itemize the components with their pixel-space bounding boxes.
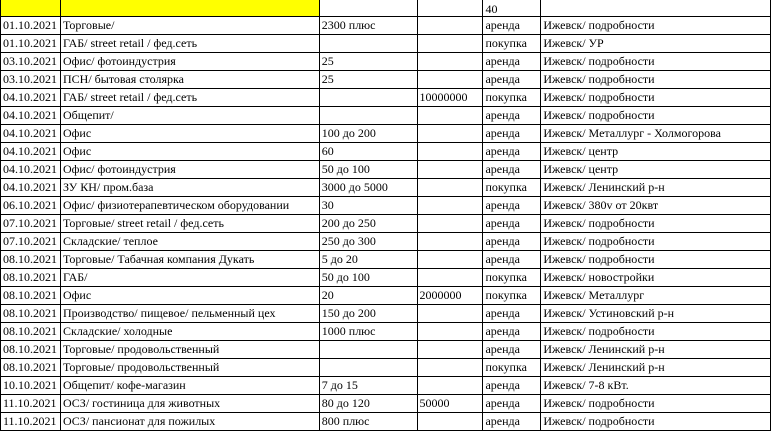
cell-date[interactable]: 04.10.2021 <box>1 161 61 179</box>
cell-date[interactable]: 08.10.2021 <box>1 323 61 341</box>
cell-area[interactable] <box>319 107 417 125</box>
cell-location[interactable]: Ижевск/ подробности <box>541 395 771 413</box>
cell-location[interactable]: Ижевск/ центр <box>541 143 771 161</box>
cell-location[interactable]: Ижевск/ Ленинский р-н <box>541 341 771 359</box>
cell-location[interactable]: Ижевск/ Ленинский р-н <box>541 359 771 377</box>
table-row <box>1 395 771 413</box>
cell-date[interactable]: 11.10.2021 <box>1 413 61 431</box>
cell-area[interactable]: 20 <box>319 287 417 305</box>
cell-type[interactable]: Офис/ фотоиндустрия <box>60 161 319 179</box>
cell-price[interactable] <box>417 305 483 323</box>
cell-type[interactable]: ГАБ/ <box>60 269 319 287</box>
cell-price[interactable] <box>417 215 483 233</box>
cell-location[interactable]: Ижевск/ подробности <box>541 251 771 269</box>
cell-location[interactable]: Ижевск/ подробности <box>541 413 771 431</box>
cell-location[interactable]: Ижевск/ УР <box>541 35 771 53</box>
cell-location[interactable]: Ижевск/ подробности <box>541 17 771 35</box>
table-row <box>1 269 771 287</box>
cell-deal[interactable]: аренда <box>483 395 541 413</box>
cell-deal[interactable]: покупка <box>483 287 541 305</box>
cell-area[interactable]: 3000 до 5000 <box>319 179 417 197</box>
cell-location[interactable]: Ижевск/ подробности <box>541 323 771 341</box>
cell-area[interactable]: 800 плюс <box>319 413 417 431</box>
cell-location[interactable]: Ижевск/ Металлург <box>541 287 771 305</box>
cell-type[interactable]: Складские/ холодные <box>60 323 319 341</box>
cell-price[interactable] <box>417 143 483 161</box>
table-row <box>1 89 771 107</box>
cell-type[interactable]: Складские/ теплое <box>60 233 319 251</box>
cell-type[interactable]: ЗУ КН/ пром.база <box>60 179 319 197</box>
cell-date[interactable]: 04.10.2021 <box>1 107 61 125</box>
cell-area[interactable]: 250 до 300 <box>319 233 417 251</box>
cell-type[interactable]: ГАБ/ street retail / фед.сеть <box>60 35 319 53</box>
cell-price[interactable] <box>417 323 483 341</box>
cell-type-highlight[interactable] <box>60 0 319 17</box>
cell-price[interactable]: 10000000 <box>417 89 483 107</box>
cell-type[interactable]: Офис <box>60 143 319 161</box>
cell-date[interactable]: 01.10.2021 <box>1 17 61 35</box>
cell-date[interactable]: 07.10.2021 <box>1 233 61 251</box>
cell-date[interactable]: 06.10.2021 <box>1 197 61 215</box>
cell-area[interactable]: 150 до 200 <box>319 305 417 323</box>
cell-area[interactable] <box>319 341 417 359</box>
cell-price[interactable]: 2000000 <box>417 287 483 305</box>
cell-deal[interactable]: покупка <box>483 269 541 287</box>
cell-location[interactable]: Ижевск/ подробности <box>541 233 771 251</box>
cell-date[interactable]: 04.10.2021 <box>1 89 61 107</box>
table-row <box>1 233 771 251</box>
cell-date[interactable]: 08.10.2021 <box>1 305 61 323</box>
cell-type[interactable]: Офис <box>60 125 319 143</box>
cell-deal[interactable]: аренда <box>483 251 541 269</box>
cell-date[interactable]: 08.10.2021 <box>1 287 61 305</box>
cell-location[interactable]: Ижевск/ центр <box>541 161 771 179</box>
cell-location[interactable]: Ижевск/ Металлург - Холмогорова <box>541 125 771 143</box>
cell-type[interactable]: Торговые/ <box>60 17 319 35</box>
cell-price[interactable] <box>417 413 483 431</box>
cell-deal[interactable]: аренда <box>483 161 541 179</box>
cell-area[interactable]: 50 до 100 <box>319 269 417 287</box>
cell-location[interactable]: Ижевск/ новостройки <box>541 269 771 287</box>
cell-area[interactable]: 25 <box>319 71 417 89</box>
cell-type[interactable]: Торговые/ Табачная компания Дукать <box>60 251 319 269</box>
cell-area[interactable]: 5 до 20 <box>319 251 417 269</box>
cell-deal[interactable]: аренда <box>483 107 541 125</box>
cell-deal[interactable]: аренда <box>483 71 541 89</box>
cell-type[interactable]: Офис/ фотоиндустрия <box>60 53 319 71</box>
table-row <box>1 125 771 143</box>
cell-location[interactable] <box>541 0 771 17</box>
cell-area[interactable]: 80 до 120 <box>319 395 417 413</box>
cell-price[interactable] <box>417 0 483 17</box>
table-row <box>1 377 771 395</box>
cell-deal[interactable]: аренда <box>483 197 541 215</box>
cell-deal[interactable]: аренда <box>483 53 541 71</box>
table-row <box>1 53 771 71</box>
cell-location[interactable]: Ижевск/ подробности <box>541 89 771 107</box>
cell-date[interactable]: 08.10.2021 <box>1 341 61 359</box>
cell-location[interactable]: Ижевск/ подробности <box>541 107 771 125</box>
cell-deal[interactable]: 40 <box>483 0 541 17</box>
cell-date[interactable]: 08.10.2021 <box>1 269 61 287</box>
cell-price[interactable] <box>417 269 483 287</box>
cell-area[interactable]: 200 до 250 <box>319 215 417 233</box>
table-row <box>1 17 771 35</box>
cell-price[interactable] <box>417 17 483 35</box>
cell-type[interactable]: ГАБ/ street retail / фед.сеть <box>60 89 319 107</box>
cell-area[interactable]: 2300 плюс <box>319 17 417 35</box>
table-row <box>1 359 771 377</box>
cell-deal[interactable]: аренда <box>483 305 541 323</box>
cell-type[interactable]: Торговые/ street retail / фед.сеть <box>60 215 319 233</box>
cell-date[interactable]: 07.10.2021 <box>1 215 61 233</box>
cell-price[interactable] <box>417 125 483 143</box>
cell-date[interactable]: 03.10.2021 <box>1 71 61 89</box>
cell-type[interactable]: Торговые/ продовольственный <box>60 341 319 359</box>
cell-date[interactable]: 11.10.2021 <box>1 395 61 413</box>
cell-date[interactable]: 08.10.2021 <box>1 251 61 269</box>
cell-price[interactable] <box>417 197 483 215</box>
cell-deal[interactable]: аренда <box>483 323 541 341</box>
cell-price[interactable] <box>417 341 483 359</box>
cell-type[interactable]: Офис <box>60 287 319 305</box>
cell-deal[interactable]: покупка <box>483 35 541 53</box>
table-row-header-partial <box>1 0 771 17</box>
cell-date[interactable]: 04.10.2021 <box>1 179 61 197</box>
table-row <box>1 287 771 305</box>
cell-deal[interactable]: аренда <box>483 341 541 359</box>
table-row <box>1 161 771 179</box>
cell-deal[interactable]: аренда <box>483 413 541 431</box>
cell-price[interactable]: 50000 <box>417 395 483 413</box>
cell-type[interactable]: Общепит/ кофе-магазин <box>60 377 319 395</box>
cell-area[interactable]: 60 <box>319 143 417 161</box>
cell-date[interactable]: 01.10.2021 <box>1 35 61 53</box>
spreadsheet-body <box>1 0 771 431</box>
cell-type[interactable]: Производство/ пищевое/ пельменный цех <box>60 305 319 323</box>
cell-deal[interactable]: покупка <box>483 179 541 197</box>
cell-deal[interactable]: аренда <box>483 377 541 395</box>
cell-area[interactable]: 25 <box>319 53 417 71</box>
cell-type[interactable]: Офис/ физиотерапевтическом оборудовании <box>60 197 319 215</box>
table-row <box>1 179 771 197</box>
table-row <box>1 107 771 125</box>
cell-deal[interactable]: покупка <box>483 359 541 377</box>
cell-location[interactable]: Ижевск/ Ленинский р-н <box>541 179 771 197</box>
cell-price[interactable] <box>417 53 483 71</box>
cell-date[interactable]: 03.10.2021 <box>1 53 61 71</box>
table-row <box>1 305 771 323</box>
cell-date-highlight[interactable] <box>1 0 61 17</box>
cell-price[interactable] <box>417 71 483 89</box>
table-row <box>1 215 771 233</box>
cell-area[interactable]: 7 до 15 <box>319 377 417 395</box>
cell-deal[interactable]: аренда <box>483 143 541 161</box>
cell-type[interactable]: ПСН/ бытовая столярка <box>60 71 319 89</box>
cell-area[interactable]: 30 <box>319 197 417 215</box>
cell-type[interactable]: Общепит/ <box>60 107 319 125</box>
table-row <box>1 323 771 341</box>
cell-type[interactable]: ОСЗ/ пансионат для пожилых <box>60 413 319 431</box>
cell-area[interactable] <box>319 359 417 377</box>
cell-area[interactable] <box>319 89 417 107</box>
cell-price[interactable] <box>417 35 483 53</box>
cell-price[interactable] <box>417 161 483 179</box>
cell-area[interactable]: 50 до 100 <box>319 161 417 179</box>
cell-date[interactable]: 04.10.2021 <box>1 125 61 143</box>
cell-location[interactable]: Ижевск/ подробности <box>541 215 771 233</box>
cell-deal[interactable]: аренда <box>483 17 541 35</box>
cell-date[interactable]: 10.10.2021 <box>1 377 61 395</box>
cell-deal[interactable]: аренда <box>483 125 541 143</box>
cell-type[interactable]: ОСЗ/ гостиница для животных <box>60 395 319 413</box>
cell-area[interactable] <box>319 35 417 53</box>
table-row <box>1 143 771 161</box>
cell-price[interactable] <box>417 107 483 125</box>
table-row <box>1 251 771 269</box>
cell-deal[interactable]: аренда <box>483 233 541 251</box>
cell-area[interactable] <box>319 0 417 17</box>
cell-area[interactable]: 100 до 200 <box>319 125 417 143</box>
table-row <box>1 413 771 431</box>
cell-price[interactable] <box>417 359 483 377</box>
table-row <box>1 197 771 215</box>
cell-deal[interactable]: покупка <box>483 89 541 107</box>
cell-price[interactable] <box>417 179 483 197</box>
cell-location[interactable]: Ижевск/ подробности <box>541 71 771 89</box>
cell-price[interactable] <box>417 251 483 269</box>
cell-type[interactable]: Торговые/ продовольственный <box>60 359 319 377</box>
cell-price[interactable] <box>417 233 483 251</box>
cell-deal[interactable]: аренда <box>483 215 541 233</box>
table-row <box>1 341 771 359</box>
cell-location[interactable]: Ижевск/ Устиновский р-н <box>541 305 771 323</box>
cell-area[interactable]: 1000 плюс <box>319 323 417 341</box>
table-row <box>1 35 771 53</box>
cell-price[interactable] <box>417 377 483 395</box>
table-row <box>1 71 771 89</box>
cell-date[interactable]: 04.10.2021 <box>1 143 61 161</box>
cell-date[interactable]: 08.10.2021 <box>1 359 61 377</box>
cell-location[interactable]: Ижевск/ 7-8 кВт. <box>541 377 771 395</box>
cell-location[interactable]: Ижевск/ подробности <box>541 53 771 71</box>
cell-location[interactable]: Ижевск/ 380v от 20квт <box>541 197 771 215</box>
